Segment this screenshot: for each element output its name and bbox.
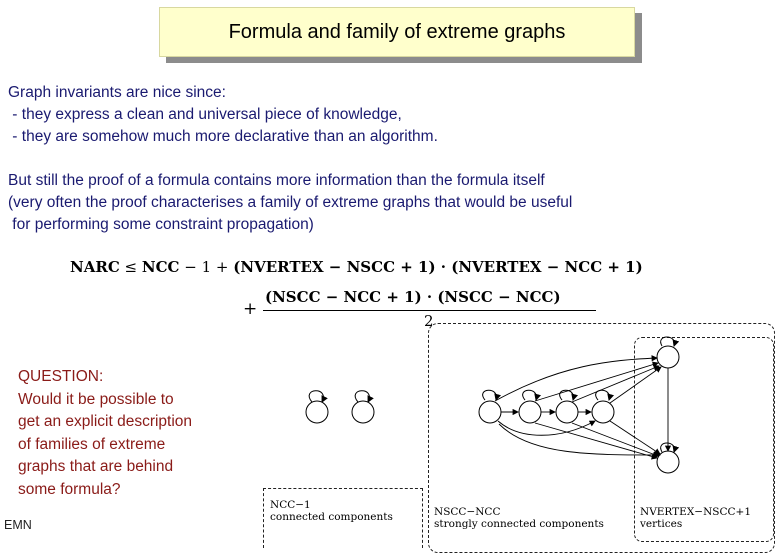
ncc-caption-line-2: connected components (270, 511, 393, 523)
formula-relation: ≤ (124, 258, 138, 276)
graph-vertex (519, 390, 541, 423)
question-line-5: graphs that are behind (18, 458, 174, 475)
body-line-1: But still the proof of a formula contains more information than the formula itself (8, 172, 545, 189)
question-line-4: of families of extreme (18, 435, 166, 453)
question-label: QUESTION: (18, 368, 104, 385)
nscc-caption-line-2: strongly connected components (434, 518, 604, 530)
ncc-caption-line-1: NCC−1 (270, 499, 311, 511)
formula-numerator-text: (NSCC − NCC + 1) · (NSCC − NCC) (265, 288, 561, 306)
nscc-caption-line-1: NSCC−NCC (434, 506, 501, 518)
graph-vertex (592, 390, 614, 423)
question-line-3: get an explicit description (18, 413, 193, 430)
intro-line-2: - they express a clean and universal piece of knowledge, (8, 106, 402, 123)
formula-first-term: (NVERTEX − NSCC + 1) · (NVERTEX − NCC + 1) (233, 258, 643, 276)
body-line-3: for performing some constraint propagation) (8, 216, 314, 233)
formula-denominator: 2 (424, 312, 434, 330)
vertices-caption (640, 506, 751, 530)
intro-line-3: - they are somehow much more declarative than an algorithm. (8, 128, 438, 145)
formula-ncc: NCC (141, 258, 180, 276)
formula-plus: + (243, 299, 258, 319)
formula-lhs: NARC (70, 258, 120, 276)
slide-title: Formula and family of extreme graphs (228, 20, 566, 43)
graph-vertex (657, 337, 679, 368)
formula-minus-one: − 1 + (179, 258, 234, 276)
intro-line-1: Graph invariants are nice since: (8, 84, 226, 101)
footer-logo-text: EMN (4, 518, 32, 532)
graph-vertex (306, 391, 328, 423)
graph-vertex (352, 391, 374, 423)
vertices-caption-line-2: vertices (640, 518, 683, 530)
body-line-2: (very often the proof characterises a family of extreme graphs that would be useful (8, 194, 573, 211)
graph-vertex (556, 390, 578, 423)
graph-vertex (479, 390, 501, 423)
vertices-caption-line-1: NVERTEX−NSCC+1 (640, 506, 752, 518)
nscc-caption (434, 506, 604, 530)
question-line-2: Would it be possible to (18, 390, 174, 408)
ncc-caption (270, 499, 393, 523)
question-line-6: some formula? (18, 480, 121, 498)
